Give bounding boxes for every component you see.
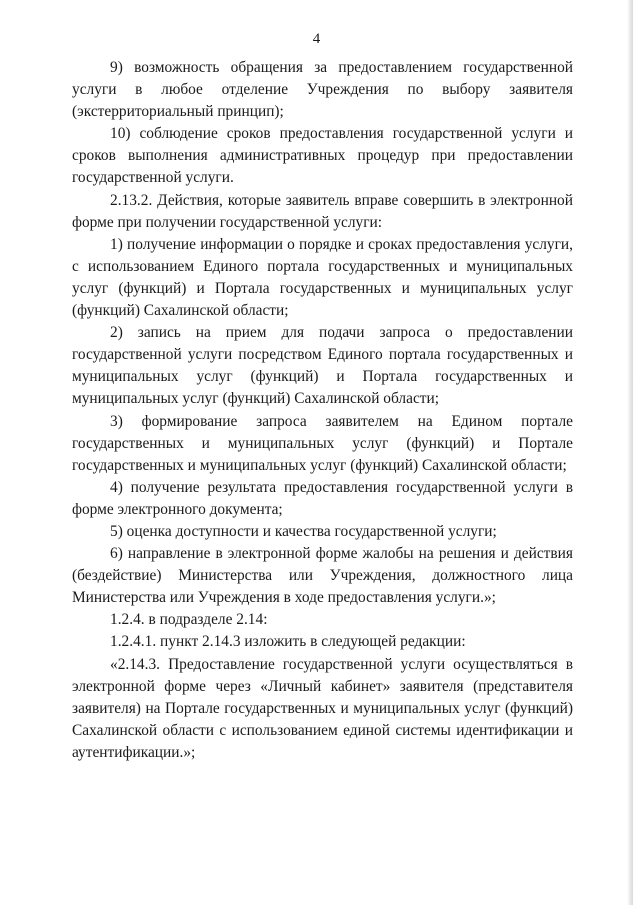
document-body xyxy=(72,57,573,764)
paragraph-1-2-4-1: 1.2.4.1. пункт 2.14.3 изложить в следующей редакции: xyxy=(110,633,466,651)
paragraph-action-4: 4) получение результата предоставления государственной услуги в форме электронного документа; xyxy=(72,478,573,518)
paragraph-1-2-4: 1.2.4. в подразделе 2.14: xyxy=(110,611,268,629)
paragraph-action-3: 3) формирование запроса заявителем на Едином портале государственных и муниципальных услуг (функций) и Портале государственных и муниципальных услуг (функций) Сахалинской области; xyxy=(72,412,573,474)
page-number: 4 xyxy=(312,31,321,47)
paragraph-2-13-2: 2.13.2. Действия, которые заявитель вправе совершить в электронной форме при получении государственной услуги: xyxy=(72,191,573,231)
paragraph-item-9: 9) возможность обращения за предоставлением государственной услуги в любое отделение Учреждения по выбору заявителя (экстерриториальный принцип); xyxy=(72,59,573,121)
paragraph-item-10: 10) соблюдение сроков предоставления государственной услуги и сроков выполнения административных процедур при предоставлении государственной услуги. xyxy=(72,125,573,187)
paragraph-action-1: 1) получение информации о порядке и сроках предоставления услуги, с использованием Единого портала государственных и муниципальных услуг (функций) и Портала государственных и муниципальных услуг (функций) Сахалинской области; xyxy=(72,235,573,320)
paragraph-action-5: 5) оценка доступности и качества государственной услуги; xyxy=(110,522,497,540)
scan-edge-shadow xyxy=(627,0,633,905)
paragraph-action-6: 6) направление в электронной форме жалобы на решения и действия (бездействие) Министерства или Учреждения, должностного лица Министерства или Учреждения в ходе предоставления услуги.»; xyxy=(72,545,573,607)
paragraph-action-2: 2) запись на прием для подачи запроса о предоставлении государственной услуги посредством Единого портала государственных и муниципальных услуг (функций) и Портала государственных и муниципальных услуг (функций) Сахалинской области; xyxy=(72,324,573,408)
paragraph-2-14-3: «2.14.3. Предоставление государственной услуги осуществляться в электронной форме через «Личный кабинет» заявителя (представителя заявителя) на Портале государственных и муниципальных услуг (функций) Сахалинской области с использованием единой системы идентификации и аутентификации.»; xyxy=(72,655,573,761)
